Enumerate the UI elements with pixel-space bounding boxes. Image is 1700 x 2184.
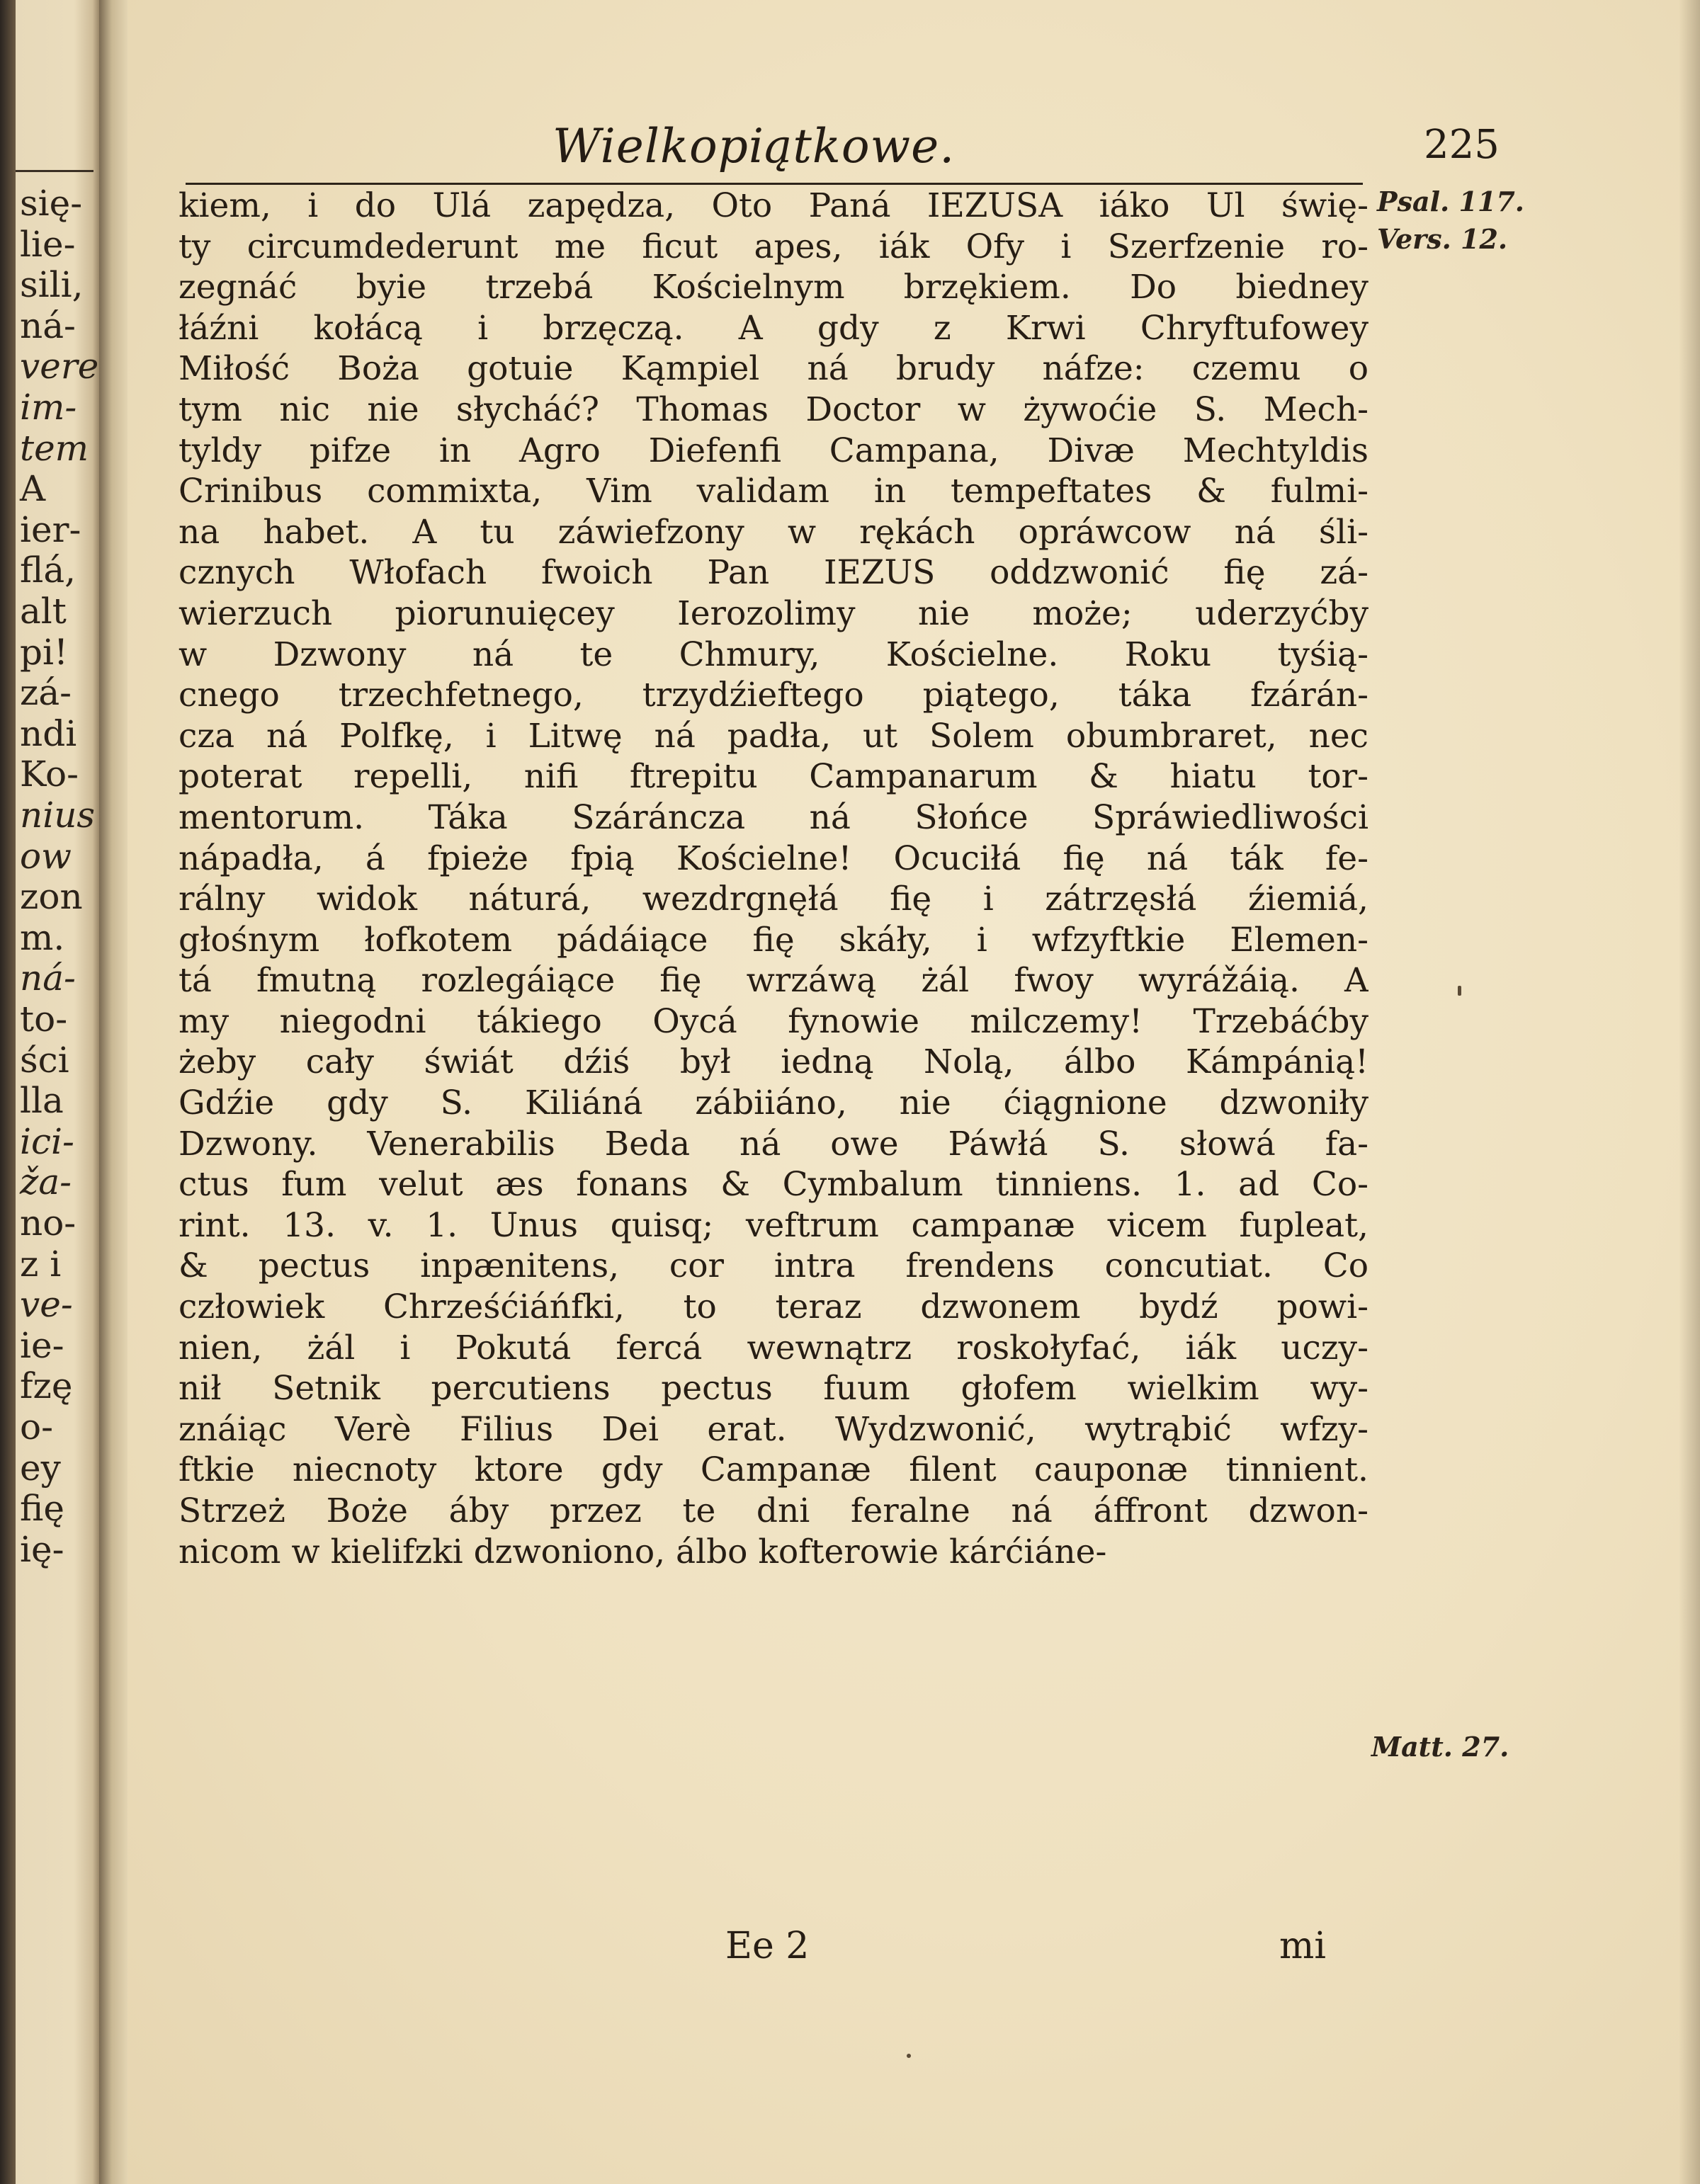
previous-page-line: alt bbox=[20, 591, 67, 632]
text-line: poterat repelli, nifi ftrepitu Campanarum & hiatu tor- bbox=[178, 757, 1368, 797]
text-line: znáiąc Verè Filius Dei erat. Wydzwonić, wytrąbić wfzy- bbox=[178, 1409, 1368, 1449]
text-line: człowiek Chrześćiáńfki, to teraz dzwonem bydź powi- bbox=[178, 1287, 1368, 1327]
previous-page-line: z i bbox=[20, 1243, 62, 1285]
previous-page-line: no- bbox=[20, 1202, 76, 1244]
paper-speck bbox=[1458, 986, 1461, 996]
paper-speck bbox=[907, 2054, 911, 2058]
previous-page-line: vere bbox=[20, 346, 99, 387]
text-line: Gdźie gdy S. Kiliáná zábiiáno, nie ćiągnione dzwoniły bbox=[178, 1084, 1368, 1123]
previous-page-line: ná- bbox=[20, 957, 76, 999]
text-line: & pectus inpænitens, cor intra frendens concutiat. Co bbox=[178, 1246, 1368, 1286]
text-line: rálny widok náturá, wezdrgnęłá fię i zátrzęsłá źiemiá, bbox=[178, 880, 1368, 919]
previous-page-line: się- bbox=[20, 183, 83, 224]
text-line: Dzwony. Venerabilis Beda ná owe Páwłá S. słowá fa- bbox=[178, 1124, 1368, 1164]
book-gutter bbox=[99, 0, 128, 2184]
book-edge bbox=[0, 0, 16, 2184]
text-line: my niegodni tákiego Oycá fynowie milczemy! Trzebáćby bbox=[178, 1001, 1368, 1041]
signature-mark: Ee 2 bbox=[725, 1925, 810, 1967]
previous-page-line: to- bbox=[20, 999, 68, 1040]
text-line: nien, żál i Pokutá fercá wewnątrz roskołyfać, iák uczy- bbox=[178, 1328, 1368, 1367]
previous-page-line: pi! bbox=[20, 631, 69, 673]
text-line: na habet. A tu záwiefzony w rękách opráwcow ná śli- bbox=[178, 512, 1368, 552]
text-line: tyldy pifze in Agro Diefenfi Campana, Divæ Mechtyldis bbox=[178, 431, 1368, 470]
previous-page-line: flá, bbox=[20, 550, 76, 591]
page-edge-shadow bbox=[1679, 0, 1700, 2184]
previous-page-line: ie- bbox=[20, 1324, 64, 1366]
text-line: mentorum. Táka Száráncza ná Słońce Spráwiedliwości bbox=[178, 797, 1368, 837]
text-line: zegnáć byie trzebá Kościelnym brzękiem. Do biedney bbox=[178, 268, 1368, 307]
previous-page-line: ici- bbox=[20, 1120, 74, 1162]
text-line: nił Setnik percutiens pectus fuum głofem wielkim wy- bbox=[178, 1369, 1368, 1409]
page-footer bbox=[178, 1925, 1368, 1974]
previous-page-line: ści bbox=[20, 1039, 69, 1081]
text-line: wierzuch piorunuięcey Ierozolimy nie może; uderzyćby bbox=[178, 593, 1368, 633]
text-line: tá fmutną rozlegáiące fię wrzáwą żál fwoy wyrážáią. A bbox=[178, 961, 1368, 1001]
previous-page-line: zon bbox=[20, 876, 83, 918]
previous-page-line: ná- bbox=[20, 305, 76, 346]
previous-page-line: ey bbox=[20, 1447, 61, 1489]
previous-page-fragment bbox=[16, 0, 99, 2184]
previous-page-line: Ko- bbox=[20, 753, 79, 795]
page-number: 225 bbox=[1424, 122, 1500, 168]
head-rule bbox=[186, 183, 1363, 185]
text-line: Strzeż Boże áby przez te dni feralne ná áffront dzwon- bbox=[178, 1491, 1368, 1530]
previous-page-line: ndi bbox=[20, 712, 77, 754]
text-line: nicom w kielifzki dzwoniono, álbo kofterowie kárćiáne- bbox=[178, 1532, 1107, 1571]
margin-note-matt bbox=[1371, 1731, 1509, 1763]
text-line: łáźni kołácą i brzęczą. A gdy z Krwi Chryftufowey bbox=[178, 308, 1368, 348]
previous-page-line: tem bbox=[20, 427, 89, 469]
margin-note-line: Psal. 117. bbox=[1377, 186, 1525, 217]
margin-note-psal bbox=[1377, 186, 1524, 255]
previous-page-rule bbox=[16, 170, 94, 172]
text-line: Miłość Boża gotuie Kąmpiel ná brudy náfze: czemu o bbox=[178, 349, 1368, 389]
text-line: ftkie niecnoty ktore gdy Campanæ filent cauponæ tinnient. bbox=[178, 1450, 1368, 1490]
text-line: rint. 13. v. 1. Unus quisq; veftrum campanæ vicem fupleat, bbox=[178, 1205, 1368, 1245]
running-head: Wielkopiątkowe. bbox=[552, 119, 956, 174]
text-line: tym nic nie słycháć? Thomas Doctor w żywoćie S. Mech- bbox=[178, 389, 1368, 429]
previous-page-line: nius bbox=[20, 795, 96, 836]
previous-page-line: m. bbox=[20, 916, 65, 958]
text-line: ctus fum velut æs fonans & Cymbalum tinniens. 1. ad Co- bbox=[178, 1165, 1368, 1205]
text-line: cznych Włofach fwoich Pan IEZUS oddzwonić fię zá- bbox=[178, 553, 1368, 593]
previous-page-line: fię bbox=[20, 1488, 64, 1530]
catchword: mi bbox=[1279, 1925, 1326, 1967]
text-line: cnego trzechfetnego, trzydźieftego piątego, táka fzárán- bbox=[178, 676, 1368, 715]
previous-page-line: ža- bbox=[20, 1161, 72, 1203]
previous-page-line: zá- bbox=[20, 672, 72, 714]
previous-page-line: sili, bbox=[20, 264, 84, 306]
text-line: kiem, i do Ulá zapędza, Oto Paná IEZUSA iáko Ul świę- bbox=[178, 186, 1368, 225]
previous-page-line: ier- bbox=[20, 508, 81, 550]
previous-page-line: A bbox=[20, 468, 46, 510]
text-line: głośnym łofkotem pádáiące fię skáły, i wfzyftkie Elemen- bbox=[178, 920, 1368, 960]
body-text bbox=[178, 186, 1368, 1572]
text-line: w Dzwony ná te Chmury, Kościelne. Roku tyśią- bbox=[178, 635, 1368, 674]
previous-page-line: fzę bbox=[20, 1365, 73, 1407]
margin-note-line: Vers. 12. bbox=[1377, 223, 1508, 255]
previous-page-line: ow bbox=[20, 835, 72, 877]
previous-page-line: ię- bbox=[20, 1528, 64, 1570]
text-line: Crinibus commixta, Vim validam in tempeftates & fulmi- bbox=[178, 472, 1368, 511]
previous-page-line: im- bbox=[20, 387, 77, 428]
previous-page-line: ve- bbox=[20, 1284, 73, 1326]
text-line: nápadła, á fpieże fpią Kościelne! Ocuciłá fię ná ták fe- bbox=[178, 838, 1368, 878]
margin-note-line: Matt. 27. bbox=[1371, 1731, 1509, 1763]
previous-page-line: o- bbox=[20, 1406, 53, 1448]
previous-page-line: lie- bbox=[20, 223, 76, 265]
previous-page-line: lla bbox=[20, 1080, 64, 1122]
text-line: cza ná Polfkę, i Litwę ná padła, ut Solem obumbraret, nec bbox=[178, 716, 1368, 756]
text-line: żeby cały świát dźiś był iedną Nolą, álbo Kámpánią! bbox=[178, 1042, 1368, 1082]
text-line: ty circumdederunt me ficut apes, iák Ofy i Szerfzenie ro- bbox=[178, 227, 1368, 266]
